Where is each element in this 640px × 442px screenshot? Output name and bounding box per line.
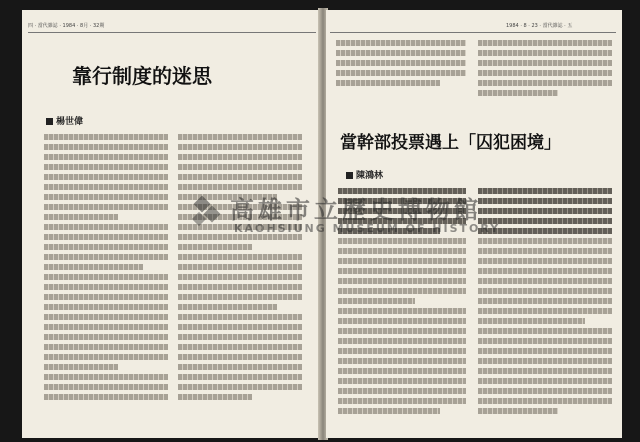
author-marker-icon [346,172,353,179]
right-article-title: 當幹部投票遇上「囚犯困境」 [340,133,561,153]
left-author-name: 楊世偉 [56,117,84,127]
museum-logo-icon [190,192,230,232]
left-article-author [46,114,83,127]
right-top-text-column-1 [336,40,466,90]
author-marker-icon [46,118,53,125]
right-article-author [346,168,383,181]
right-header-rule [330,32,616,33]
right-running-head: 1984 · 8 · 23 · 當代雜誌 · 五 [506,23,573,29]
left-text-column-1 [44,134,168,404]
watermark-english-text: KAOHSIUNG MUSEUM OF HISTORY [234,222,501,235]
left-header-rule [28,32,316,33]
museum-watermark [190,192,510,262]
right-top-text-column-2 [478,40,612,100]
right-author-name: 陳鴻林 [356,171,384,181]
watermark-chinese-text: 高雄市立歷史博物館 [230,196,482,224]
left-running-head: 四 · 當代雜誌 · 1984 · 8月 · 32期 [28,23,105,29]
left-text-column-2 [178,134,302,404]
left-article-title: 靠行制度的迷思 [72,64,212,88]
